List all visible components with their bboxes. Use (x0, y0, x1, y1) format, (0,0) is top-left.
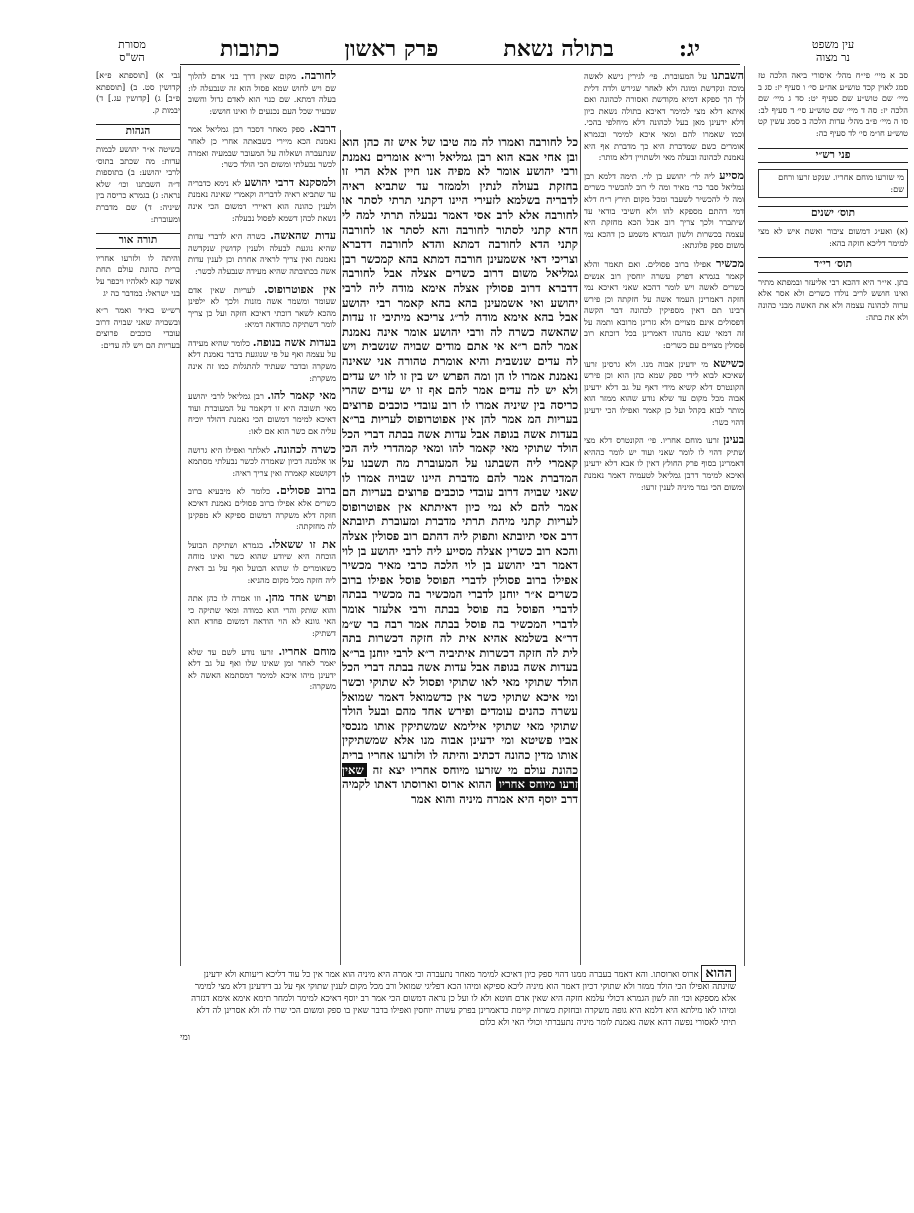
rashi-text: ספק מאחר דסבר רבן גמליאל אמר נאמנת הכא מיירי כשבאתה אחרי כן לאחר שנתעברה ושאלוה על המעובר שבמעיה ואמרה לכשר נבעלתי ומשום הכי הולד כשר: (188, 124, 336, 170)
rashi-dibur-hamatchil: ולמסקנא דרבי יהושע (244, 175, 336, 189)
rashi-dibur-hamatchil: ופרש אחד מהן. (264, 591, 336, 605)
rashi-text: בגמרא ושתיקת הבועל הוכחה היא שיודע שהוא כשר ואינו מוחה כשאומרים לו שהוא הבועל ואף על גב דאית ליה חזקה מכל מקום מהניא: (188, 539, 336, 585)
rashi-dibur-hamatchil: אין אפוטרופוס. (263, 282, 336, 296)
column-divider (580, 130, 581, 965)
pnei-rashi-text: מי שזרעו מוחם אחריו. שנקט זרעו ורחם שם: (778, 172, 904, 194)
rashi-entry (188, 592, 336, 639)
column-divider (340, 130, 341, 965)
tosafot-text: זרעו מוחם אחריו. פי׳ הקונטרס דלא מצי שתיק דהוי לו לומר שאני ועוד יש לומר כההיא דאמרינן בסוף פרק החולץ דאין לו אבא דלא ידעינן ואיכא למימר דרבן גמליאל לטעמיה דאמר נאמנת ומשום הכי גמר מיניה לענין זרעו: (584, 435, 744, 492)
rashi-entry (188, 539, 336, 586)
rashi-dibur-hamatchil: את זו ששאלו. (268, 537, 336, 551)
rashash-text: רש״ש בא״ד ואמר ר״א ובשבויה שאני שבויה דרוב עובדי כוכבים פרוצים בעריות הם ויש לה עדים: (96, 305, 180, 350)
hagahot-title: הגהות (96, 124, 180, 140)
rashi-entry (188, 70, 336, 117)
rashi-dibur-hamatchil: בעדות אשה בנופה. (252, 335, 336, 349)
tosafot-rid-text: בתן. אי״ר היא דהכא רבי אליעזר ובמפתא מתיר ואינו חושש לריב נולדו כשרים ולא אסר אלא ערוה לכהונה עצמה ולא את האשה מבני כהונה ולא את בתה: (758, 276, 908, 322)
column-divider (744, 66, 745, 966)
tosafot-dibur-hamatchil: מסייע (719, 168, 744, 182)
rashi-entry (188, 177, 336, 224)
rashi-text: כלומר לא מיבעיא ברוב כשרים אלא אפילו ברוב פסולים נאמנת דאיכא חזקה דלא משקרה דמשום ספיקא לא מפקינן לה מחזקתה: (188, 486, 336, 532)
hashas-heading: הש"ס (119, 51, 145, 64)
ein-mishpat-heading: עין משפט (811, 38, 855, 51)
catchword: ומי (180, 1033, 190, 1043)
tosafot-entry (584, 434, 744, 493)
rashi-dibur-hamatchil: ברוב פסולים. (276, 484, 336, 498)
ner-mitzvah-heading: נר מצוה (816, 51, 850, 64)
tosafot-dibur-hamatchil: השבתנו (711, 70, 744, 82)
daf-number: יג: (678, 36, 700, 62)
bottom-lead: ארוס וארוסתו. והא (635, 970, 699, 980)
tosafot-entry (584, 170, 744, 252)
rashi-text: כלומר שהיא מעידה על עצמה ואף על פי שנוגעת בדבר נאמנת דלא משקרה ובדבר שעתיד להתגלות כמו זה אינה משקרת: (188, 337, 336, 383)
torah-or-title: תורה אור (96, 233, 180, 249)
rashi-entry (188, 390, 336, 437)
page-header (180, 34, 740, 65)
tosafot-entry (584, 358, 744, 429)
gemara-tail: ההוא ארוס וארוסתו דאתו לקמיה דרב יוסף היא אמרה מיניה והוא אמר (342, 777, 578, 806)
tosafot-yeshanim-title: תוס׳ ישנים (758, 206, 908, 222)
tosafot-dibur-hamatchil: מכשיר (716, 256, 744, 270)
rashi-dibur-hamatchil: דרבא. (309, 122, 336, 136)
bottom-dibur: ההוא (701, 965, 736, 982)
rashi-text: לעריות שאין אדם שעומד ומשמר אשה מזנות ולכך לא ילפינן מהכא לשאר דוכתי דאיכא חזקה ועל כן צריך לומר דשתיקה כהודאה דמיא: (188, 284, 336, 330)
gemara-highlight: שאין זרעו מיוחס אחריו (342, 762, 578, 792)
rashi-column (188, 70, 336, 960)
bottom-commentary (180, 968, 736, 1045)
chapter-name: בתולה נשאת (503, 36, 614, 62)
pnei-rashi-title: פני רש״י (758, 148, 908, 164)
rashi-text: זרעו נודע לשם עד שלא יאמר לאחר זמן שאינו שלו ואף על גב דלא ידעינן מיהו איכא למימר דמסתמא האשה לא משקרה: (188, 646, 336, 692)
tosafot-entry (584, 70, 744, 164)
rashi-entry (188, 646, 336, 693)
gemara-text: כל לחורבה ואמרו לה מה טיבו של איש זה כהן הוא ובן אחי אבא הוא רבן גמליאל ור״א אומרים נאמנת ורבי יהושע אומר לא מפיה אנו חיין אלא הרי זו בחזקת בעולה לנתין ולממזר עד שתביא ראיה לדבריה בשלמא לזעירי היינו דקתני תרתי לסתר או לחורבה אלא לרב אסי דאמר נבעלה תרתי למה לי חדא קתני לסתור לחורבה והא לסתר או לחורבה קתני הדא לחורבה דמתא והדא לחורבה דדברא וצריכי דאי אשמעינן חורבה דמתא בהא קמכשר רבן גמליאל משום דרוב כשרים אצלה אבל לחורבה דדברא דרוב פסולין אצלה אימא מודה ליה לרבי יהושע ואי אשמעינן בהא בהא קאמר רבי יהושע אבל בהא אימא מודה לר״ג צריכא מיתיבי זו עדות שהאשה כשרה לה ורבי יהושע אומר אינה נאמנת אמר להם ר״א אי אתם מודים שבויה שנשבית ויש לה עדים שנשבית והיא אומרת טהורה אני שאינה נאמנת אמרו לו הן ומה הפרש יש בין זו לזו יש עדים ולא יש לה עדים אמר להם אף זו יש עדים שהרי כריסה בין שיניה אמרו לו רוב עובדי כוכבים פרוצים בעריות המ אמר להן אין אפוטרופוס לעריות בר״א בעדות אשה בגופה אבל עדות אשה בבתה דברי הכל הולד שתוקי מאי קאמר להו ומאי קמהדרי ליה הכי קאמרי ליה השבתנו על המעוברת מה תשבנו על המדברת אמר להם מדברת היינו שבויה אמרו לו שאני שבויה דרוב עובדי כוכבים פרוצים בעריות הם אמר להם לא נמי כיון דאיתתא אין אפוטרופוס לעריות קתני מיהת תרתי מדברת ומעוברת תיובתא דרב אסי תיובתא ותפוק ליה דהתם רוב פסולין אצלה והכא רוב כשרין אצלה מסייע ליה לרבי יהושע בן לוי דאמר רבי יהושע בן לוי הלכה כרבי מאיר מכשיר אפילו ברוב פסולין לדברי הפוסל פוסל אפילו ברוב כשרים א״ר יוחנן לדברי המכשיר בה מכשיר בבתה לדברי הפוסל בה פוסל בבתה ורבי אלעזר אומר לדברי המכשיר בה פוסל בבתה אמר רבה בר ש״מ דר״א בשלמא אהיא אית לה חזקה דכשרות בתה לית לה חזקה דכשרות איתיביה ר״א לרבי יוחנן בר״א בעדות אשה בגופה אבל עדות אשה בבתה דברי הכל הולד שתוקי מאי לאו שתוקי ופסול לא שתוקי וכשר ומי איכא שתוקי כשר אין כדשמואל דאמר שמואל עשרה כהנים עומדים ופירש אחד מהם ובעל הולד שתוקי מאי שתוקי אילימא שמשתיקין אותו מנכסי אביו פשיטא ומי ידעינן אבוה מנו אלא שמשתיקין אותו מדין כהונה דכתיב והיתה לו ולזרעו אחריו ברית כהונת עולם מי שזרעו מיוחס אחריו יצא זה (342, 135, 578, 777)
ein-mishpat-text: סב א מיי׳ פי״ח מהל׳ איסורי ביאה הלכה טז סמג לאוין קכד טוש״ע אה״ע סי׳ ו סעיף יז: סג ב מיי׳ שם טוש״ע שם סעיף יט: סד ג מיי׳ שם הלכה יז: סה ד מיי׳ שם טוש״ע סי׳ ד סעיף לב: סו ה מיי׳ פ״ב מהל׳ עדות הלכה ב סמג עשין קט טוש״ע חו״מ סי׳ לד סעיף כה: (758, 70, 908, 138)
tosafot-dibur-hamatchil: כשישא (713, 356, 744, 370)
masoret-heading: מסורת (118, 38, 146, 51)
rashi-dibur-hamatchil: לחורבה. (300, 70, 336, 82)
perek-name: פרק ראשון (344, 36, 439, 62)
rashi-entry (188, 230, 336, 277)
rashi-text: וזו אמרה לו כהן אתה והוא שותק והרי הוא כמודה ומאי שתיקה כי האי גוונא לא הוי הודאה דמשום פחדא הוא דשתיק: (188, 593, 336, 638)
rashi-entry (188, 284, 336, 331)
rashi-dibur-hamatchil: עדות שהאשה. (270, 229, 336, 243)
rashi-dibur-hamatchil: מוחם אחריו. (278, 644, 336, 658)
pnei-rashi-box (758, 169, 908, 198)
masoret-hashas-text: גבי א) [תוספתא פ״א] קדושין סט. ב) [תוספתא פ״ב] ג) [קדושין עג.] ד) יבמות ק. (96, 70, 180, 115)
tosafot-text: אפילו ברוב פסולים. ואם תאמר והלא קאמר בגמרא דפרק עשרה יוחסין רוב אנשים כשרים לאשה ויש לומר דהכא שאני דאיכא נמי חזקה דאמרינן העמד אשה על חזקתה וכן פירש רבינו תם דאין מספיקין לכהונה דבר הקשה דפסולים אינם מצויים ולא גזרינן מרובא ותמה על זה דמאי שנא מהנהו דאמרינן בכל דוכתא רוב פסולין מצויים עם כשרים: (584, 258, 744, 351)
gemara-main-column (342, 135, 578, 960)
rashi-entry (188, 123, 336, 170)
bottom-text: דאמר בעברה ממנו דהוי ספק כיון דאיכא למימר מאחר נתעברה וכי אמרה היא מיניה הוא אמר אין כל עוד דליכא ריעותא ולא ידעינן שזינתה ואפילו הכי הולד ממזר ולא שתוקי דכיון דאמר הוא מיניה ליכא ספיקא ומיהו הכא דפליגי שמואל ורב מכל מקום לענין שתוקי אף על גב דידעינן דלא מצי למימר אלא מספקא וכו׳ וזה לשון הגמרא דכולי עלמא חזקה היא שאין אדם חוטא ולא לו ועל כן נראה דמשום הכי אמר רב יוסף דאיכא למימר ולמחר תימא אימא אימא דגזרה ומיהו לאו מילתא היא דלמא היא גופה משקרה ובחזקת כשרות קיימת כדאמרינן בפרק עשרה יוחסין ואפילו בדבר שאין בו ספק ומשום הכי שרו לה ולא אסרינן לה דלא תיתי לאסורי נפשה דהא אשה נאמנת לומר מיניה נתעברתי וכולי האי ולא כלום (191, 970, 736, 1028)
rashi-entry (188, 485, 336, 532)
tosafot-rid-title: תוס׳ רי״ד (758, 257, 908, 273)
rashi-text: רבן גמליאל לרבי יהושע מאי תשובה היא זו דקאמר על המעוברת ועוד דאיכא למימר דמשום הכי נאמנת דהולד יוכיח עליה אם כשר הוא אם לאו: (188, 391, 336, 437)
rashi-dibur-hamatchil: מאי קאמר להו. (267, 389, 336, 403)
tosafot-column (584, 70, 744, 960)
tosafot-text: ליה לר׳ יהושע בן לוי. תימה דלמא רבן גמליאל סבר כר׳ מאיר ומה לי רוב להכשיר כשרים ומה לי להכשיר לשעבר ומכל מקום תירץ ר״ח דלא דמי דהתם מספקא להו ולא חשיבי בודאי עד שיתברר ולכך צריך רוב אבל הכא מחזקת היא עצמה בכשרות ולשון הגמרא משמע כן דהכא נמי משום ספק פלוגתא: (584, 170, 744, 251)
tractate-name: כתובות (220, 36, 280, 62)
tosafot-yeshanim-text: (א) ואע״ג דמשום ציבור ואשת איש לא מצי למימר דליכא חזקה בהא: (758, 225, 908, 248)
tosafot-text: מי ידעינן אבוה מנו. ולא גרסינן זרעו שאיכא לבוא לידי ספק שמא כהן הוא וכן פירש הקונטרס דלא קשיא מידי דאף על גב דלא ידעינן אבוה מכל מקום עד שלא נודע שהוא ממזר הוא מותר לבוא בקהל ועל כן קאמר ואפילו הכי ידעינן דהוי כשר: (584, 358, 744, 427)
rashi-text: לא נימא כדבריה עד שתביא ראיה לדבריה וקאמרי שאינה נאמנת ולענין כהונה הוא דאיירי דמשום הכי אינה נשאת לכהן דשמא לפסול נבעלה: (188, 177, 336, 223)
tosafot-text: על המעוברת. פי׳ לגירין נישא לאשה מוכה ונקדשת ומוגה ולא לאחר שגירש ולדה דלית לך הך ספקא דמיא מקודשת ואסורה לכהונה ואם איתא דלא מצי למימר דאיכא בתולה נשאת כיון דלא ידעינן מאן בעל לכהונה דלא מיחלפי בהכי. וכמו שאמרו להם ומאי איכא למימר ובגמרא אומרים כשם שמדברת היא כך מדברת אף היא נאמנת לכהונה ובעלה מאי ולשתויין דלא מותר: (584, 71, 744, 163)
rashi-entry (188, 337, 336, 384)
right-margin-column (758, 70, 908, 590)
rashi-text: לאלתר ואפילו היא גרושה או אלמנה דכיון שאמרה לכשר נבעלתי מסתמא דקושטא קאמרה ואין צריך ראיה: (188, 444, 336, 478)
tosafot-dibur-hamatchil: בעינן (723, 433, 744, 447)
tosafot-entry (584, 258, 744, 352)
rashi-text: כשרה היא לדברי עדות שהיא נוגעת לבעלה ולענין קדושין שנקדשה נאמנת ואין צריך לראיה אחרת וכן לענין עדות אשה בכתובתה שהיא מעידה שנבעלה לכשר: (188, 231, 336, 276)
left-margin-column (96, 70, 180, 970)
hagahot-text: בשיטה א״ר יהושע לבמות עדות: מה שכתב בתוס׳ לרבי יהושע: ב) בתוספות ד״ה השבתנו וכו׳ שלא נראה: ג) בגמרא כריסה בין שיניה: ד) שם מדברת ומעוברת: (96, 143, 180, 224)
torah-or-text: והיתה לו ולזרעו אחריו ברית כהונת עולם תחת אשר קנא לאלהיו ויכפר על בני ישראל: במדבר כה יג (96, 252, 180, 298)
rashi-entry (188, 444, 336, 480)
right-margin-header (758, 38, 908, 64)
rashi-dibur-hamatchil: כשרה לכהונה. (273, 442, 336, 456)
column-divider (180, 66, 181, 966)
left-margin-header (92, 38, 172, 64)
rashi-text: מקום שאין דרך בני אדם להלוך שם ויש לחוש שמא פסול הוא זה שנבעלה לו: בעלה דמתא. שם כנוי הוא לאדם גדול וחשוב שבעיר שכל העם נכנעים לו ואינו חושש: (188, 71, 336, 116)
